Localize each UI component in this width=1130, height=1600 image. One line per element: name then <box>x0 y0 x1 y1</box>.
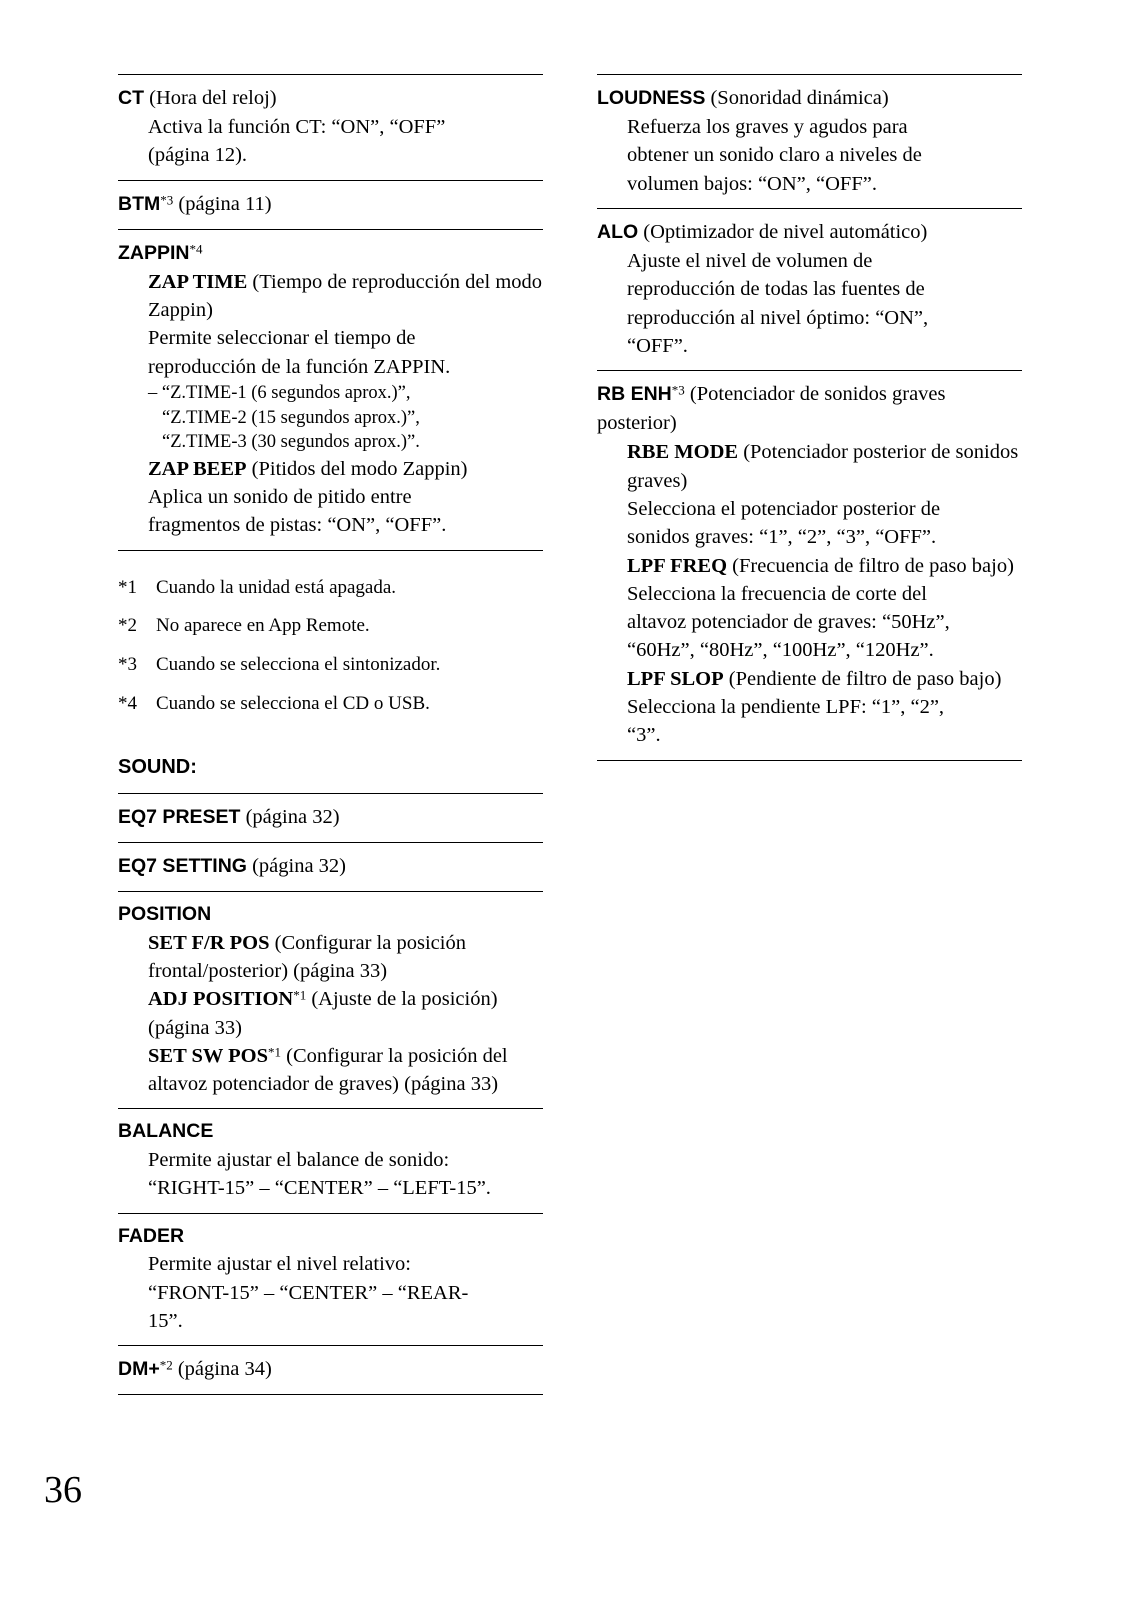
setting-name: DM+ <box>118 1358 160 1381</box>
footnote-item <box>118 654 543 677</box>
setting-entry-position <box>118 892 543 1108</box>
setting-entry-balance <box>118 1109 543 1212</box>
setting-description: (Sonoridad dinámica) <box>710 87 889 109</box>
divider <box>118 550 543 551</box>
sub-entry-description: (Configurar la posición del altavoz potenciador de graves) (página 33) <box>148 1044 508 1096</box>
setting-detail-line: Permite ajustar el nivel relativo: <box>148 1253 411 1276</box>
setting-description: (Optimizador de nivel automático) <box>643 220 928 243</box>
sub-entry-line: Selecciona la pendiente LPF: “1”, “2”, <box>627 695 945 718</box>
setting-entry-zappin <box>118 230 543 550</box>
footnote-marker: *1 <box>118 576 137 598</box>
sub-entry-zap-time <box>148 268 543 381</box>
footnote-marker: *4 <box>118 693 137 715</box>
setting-description: (página 11) <box>178 192 272 215</box>
setting-detail-line: reproducción de todas las fuentes de <box>627 278 925 301</box>
footnote-marker: *3 <box>671 382 685 398</box>
setting-detail-line: (página 12). <box>148 144 248 167</box>
setting-description: (Potenciador de sonidos graves posterior) <box>597 383 946 435</box>
option-item: – “Z.TIME-1 (6 segundos aprox.)”, <box>148 383 411 404</box>
footnote-item <box>118 693 543 716</box>
setting-description: (página 32) <box>252 854 346 877</box>
setting-entry-dm-plus <box>118 1346 543 1394</box>
setting-name: EQ7 PRESET <box>118 805 241 828</box>
sub-entry-name: ADJ POSITION <box>148 988 294 1011</box>
setting-name: ALO <box>597 220 639 243</box>
footnote-marker: *2 <box>118 615 137 637</box>
footnote-item <box>118 577 543 600</box>
sub-entry-line: altavoz potenciador de graves: “50Hz”, <box>627 611 950 634</box>
setting-name: LOUDNESS <box>597 87 706 109</box>
footnote-marker: *3 <box>118 654 137 676</box>
setting-entry-ct <box>118 75 543 180</box>
footnote-text: No aparece en App Remote. <box>156 615 370 637</box>
setting-detail-line: obtener un sonido claro a niveles de <box>627 144 922 167</box>
sub-entry-line: “3”. <box>627 724 661 747</box>
option-item: “Z.TIME-3 (30 segundos aprox.)”. <box>162 432 420 453</box>
setting-entry-rb-enh <box>597 371 1022 759</box>
sub-entry-line: fragmentos de pistas: “ON”, “OFF”. <box>148 514 447 537</box>
sub-entry-description: (Tiempo de reproducción del modo Zappin) <box>148 270 543 322</box>
sub-entry-set-fr-pos <box>148 929 543 986</box>
sub-entry-name: LPF SLOP <box>627 667 724 690</box>
setting-name: CT <box>118 87 144 109</box>
setting-detail-line: “OFF”. <box>627 334 688 357</box>
setting-entry-fader <box>118 1214 543 1346</box>
setting-name: BTM <box>118 192 161 215</box>
setting-name: ZAPPIN <box>118 241 190 264</box>
footnote-list <box>118 577 543 716</box>
setting-detail-line: Refuerza los graves y agudos para <box>627 116 908 139</box>
left-column <box>118 74 543 1395</box>
setting-detail-line: reproducción al nivel óptimo: “ON”, <box>627 306 929 329</box>
footnote-marker: *3 <box>160 192 174 208</box>
setting-entry-btm <box>118 181 543 229</box>
section-heading-sound: SOUND: <box>118 755 197 778</box>
setting-entry-loudness <box>597 75 1022 208</box>
setting-name: POSITION <box>118 903 212 926</box>
setting-detail-line: “RIGHT-15” – “CENTER” – “LEFT-15”. <box>148 1177 491 1200</box>
right-column <box>597 74 1022 761</box>
setting-description: (Hora del reloj) <box>149 87 277 109</box>
sub-entry-line: Selecciona la frecuencia de corte del <box>627 582 927 605</box>
sub-entry-lpf-freq <box>627 552 1022 665</box>
footnote-marker: *1 <box>268 1044 282 1060</box>
divider <box>118 1394 543 1395</box>
setting-detail-line: volumen bajos: “ON”, “OFF”. <box>627 172 877 195</box>
sub-entry-line: Selecciona el potenciador posterior de <box>627 497 941 520</box>
setting-detail-line: Activa la función CT: “ON”, “OFF” <box>148 116 446 139</box>
option-item: “Z.TIME-2 (15 segundos aprox.)”, <box>162 407 420 428</box>
sub-entry-adj-position <box>148 985 543 1042</box>
footnote-text: Cuando se selecciona el sintonizador. <box>156 654 441 676</box>
footnote-marker: *2 <box>159 1357 173 1373</box>
sub-entry-name: ZAP BEEP <box>148 457 247 480</box>
setting-name: BALANCE <box>118 1120 214 1143</box>
sub-entry-lpf-slop <box>627 665 1022 750</box>
sub-entry-rbe-mode <box>627 438 1022 551</box>
setting-entry-eq7-setting <box>118 843 543 891</box>
setting-name: FADER <box>118 1224 185 1247</box>
footnote-text: Cuando se selecciona el CD o USB. <box>156 693 430 715</box>
setting-name: EQ7 SETTING <box>118 854 247 877</box>
sub-entry-description: (Frecuencia de filtro de paso bajo) <box>732 554 1014 577</box>
setting-detail-line: Permite ajustar el balance de sonido: <box>148 1149 450 1172</box>
option-list-zap-time <box>148 381 543 455</box>
footnote-item <box>118 615 543 638</box>
sub-entry-zap-beep <box>148 455 543 540</box>
sub-entry-line: reproducción de la función ZAPPIN. <box>148 355 451 378</box>
setting-detail-line: “FRONT-15” – “CENTER” – “REAR- <box>148 1281 469 1304</box>
sub-entry-description: (Ajuste de la posición) (página 33) <box>148 988 498 1039</box>
sub-entry-set-sw-pos <box>148 1042 543 1099</box>
sub-entry-line: sonidos graves: “1”, “2”, “3”, “OFF”. <box>627 526 937 549</box>
setting-description: (página 34) <box>177 1358 272 1381</box>
sub-entry-line: Aplica un sonido de pitido entre <box>148 486 412 509</box>
footnote-marker: *1 <box>293 987 307 1003</box>
sub-entry-name: ZAP TIME <box>148 270 248 293</box>
sub-entry-description: (Configurar la posición frontal/posterior) (página 33) <box>148 931 466 983</box>
setting-detail-line: 15”. <box>148 1309 183 1332</box>
sub-entry-line: “60Hz”, “80Hz”, “100Hz”, “120Hz”. <box>627 639 934 662</box>
footnote-marker: *4 <box>189 241 203 257</box>
sub-entry-name: LPF FREQ <box>627 554 728 577</box>
setting-entry-alo <box>597 209 1022 370</box>
divider <box>597 760 1022 761</box>
page-number: 36 <box>44 1469 82 1511</box>
setting-description: (página 32) <box>245 805 340 828</box>
sub-entry-description: (Pitidos del modo Zappin) <box>251 457 468 480</box>
setting-entry-eq7-preset <box>118 794 543 842</box>
sub-entry-description: (Potenciador posterior de sonidos graves) <box>627 441 1019 492</box>
setting-name: RB ENH <box>597 383 672 406</box>
sub-entry-line: Permite seleccionar el tiempo de <box>148 327 416 350</box>
sub-entry-description: (Pendiente de filtro de paso bajo) <box>728 667 1002 690</box>
footnote-text: Cuando la unidad está apagada. <box>156 576 397 598</box>
sub-entry-name: SET F/R POS <box>148 931 270 954</box>
sub-entry-name: SET SW POS <box>148 1044 269 1067</box>
sub-entry-name: RBE MODE <box>627 441 739 464</box>
setting-detail-line: Ajuste el nivel de volumen de <box>627 250 873 273</box>
